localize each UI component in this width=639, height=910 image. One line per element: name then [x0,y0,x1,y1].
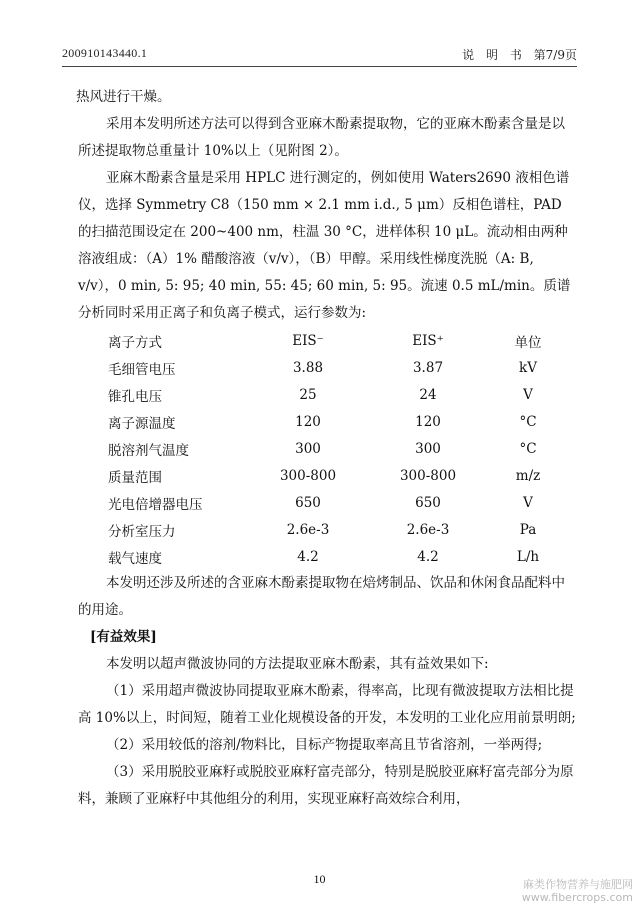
table-cell: Pa [519,521,537,538]
header-right [454,46,577,63]
table-cell: 载气速度 [108,550,162,567]
table-row [108,381,568,408]
table-cell: 300 [295,440,321,457]
table-cell: 质量范围 [108,469,162,486]
table-cell: 脱溶剂气温度 [108,442,189,459]
table-row [108,462,568,489]
table-cell: 2.6e-3 [286,521,330,538]
watermark-line: 麻类作物营养与施肥网 [523,878,633,891]
table-cell: 24 [419,386,437,403]
table-cell: 毛细管电压 [108,361,176,378]
paragraph: 采用本发明所述方法可以得到含亚麻木酚素提取物，它的亚麻木酚素含量是以所述提取物总重量计 10%以上（见附图 2）。 [78,116,565,159]
table-row [108,354,568,381]
table-header-row [108,327,568,354]
table-cell: 120 [415,413,441,430]
table-cell: V [523,386,533,403]
table-header-cell: EIS⁺ [412,332,444,349]
table-row [108,543,568,570]
table-cell: 3.87 [412,359,444,376]
table-cell: kV [519,359,537,376]
table-cell: °C [519,440,537,457]
table-cell: 2.6e-3 [406,521,450,538]
table-row [108,489,568,516]
table-row [108,516,568,543]
table-cell: °C [519,413,537,430]
watermark [522,878,633,904]
table-cell: 650 [295,494,321,511]
table-cell: 分析室压力 [108,523,176,540]
table-cell: 4.2 [297,548,319,565]
table-cell: 300 [415,440,441,457]
parameter-table [108,327,568,570]
table-cell: 650 [415,494,441,511]
header-title-char: 明 [485,48,498,62]
table-row [108,435,568,462]
paragraph: 亚麻木酚素含量是采用 HPLC 进行测定的，例如使用 Waters2690 液相色谱仪，选择 Symmetry C8（150 mm × 2.1 mm i.d., 5 μm）反相色谱柱，PAD 的扫描范围设定在 200~400 nm，柱温 30 °C，进样体积 10 μL。流动相由两种溶液组成：（A）1% 醋酸溶液（v/v），（B）甲醇。采用线性梯度洗脱（A: B, v/v），0 min, 5: 95; 40 min, 55: 45; 60 min, 5: 95。流速 0.5 mL/min。质谱分析同时采用正离子和负离子模式，运行参数为: [78,170,571,321]
table-cell: L/h [516,548,540,565]
table-cell: 离子源温度 [108,415,176,432]
page-number: 10 [313,872,326,886]
table-cell: 光电倍增器电压 [108,496,203,513]
table-cell: 3.88 [292,359,324,376]
paragraph: （3）采用脱胶亚麻籽或脱胶亚麻籽富壳部分，特别是脱胶亚麻籽富壳部分为原料，兼顾了亚麻籽中其他组分的利用，实现亚麻籽高效综合利用， [78,764,574,807]
table-cell: 300-800 [399,467,457,484]
table-cell: 4.2 [417,548,439,565]
table-header-cell: 离子方式 [108,334,162,351]
table-header-cell: EIS⁻ [292,332,324,349]
table-cell: V [523,494,533,511]
table-cell: 锥孔电压 [108,388,162,405]
header-rule [62,66,577,67]
patent-number: 200910143440.1 [62,46,148,60]
table-cell: 300-800 [279,467,337,484]
paragraph: 本发明还涉及所述的含亚麻木酚素提取物在焙烤制品、饮品和休闲食品配料中的用途。 [78,575,565,618]
header-title-char: 说 [462,48,475,62]
table-row [108,408,568,435]
paragraph: 热风进行干燥。 [76,89,171,105]
section-heading: [有益效果] [90,629,157,645]
header-title-char: 书 [509,48,522,62]
watermark-line: www.fibercrops.com [521,891,633,904]
table-header-cell: 单位 [514,334,542,351]
table-cell: 25 [299,386,317,403]
document-body [78,84,577,813]
paragraph: （2）采用较低的溶剂/物料比，目标产物提取率高且节省溶剂，一举两得; [106,737,543,753]
paragraph: 本发明以超声微波协同的方法提取亚麻木酚素，其有益效果如下: [106,656,489,672]
table-cell: m/z [515,467,541,484]
page-header [62,46,577,66]
table-cell: 120 [295,413,321,430]
paragraph: （1）采用超声微波协同提取亚麻木酚素，得率高，比现有微波提取方法相比提高 10%以上，时间短，随着工业化规模设备的开发，本发明的工业化应用前景明朗; [78,683,576,726]
page-label: 第7/9页 [533,48,577,62]
